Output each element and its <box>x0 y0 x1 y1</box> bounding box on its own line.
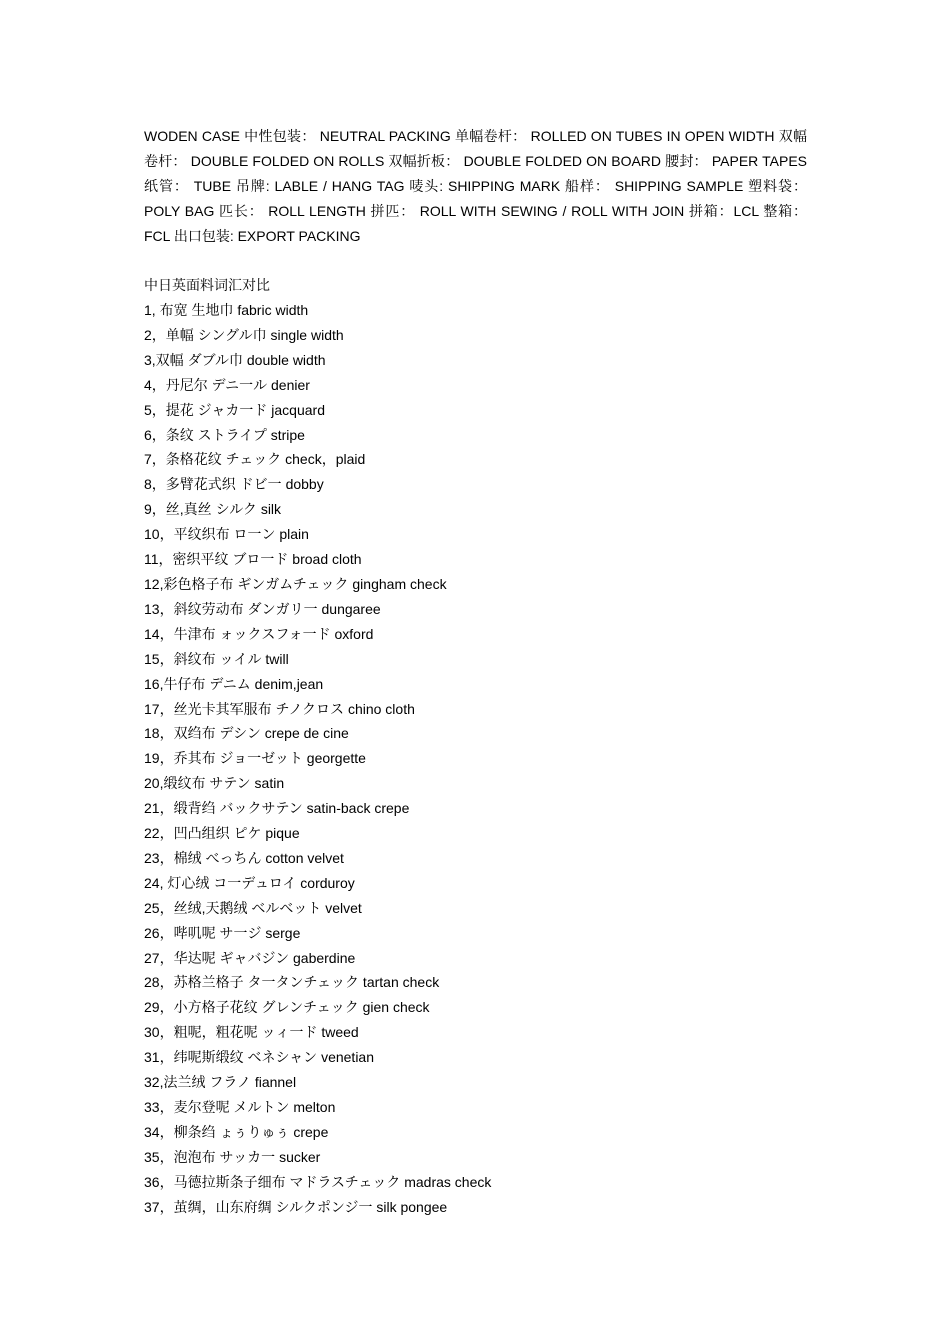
vocabulary-entry: 28，苏格兰格子 タ一タンチェック tartan check <box>144 974 440 991</box>
packing-terms-paragraph: WODEN CASE 中性包装： NEUTRAL PACKING 单幅卷杆： ROLLED ON TUBES IN OPEN WIDTH 双幅卷杆： DOUBLE FOLDED ON ROLLS 双幅折板： DOUBLE FOLDED ON BOARD 腰封： PAPER TAPES 纸管： TUBE 吊牌: LABLE / HANG TAG 唛头: SHIPPING MARK 船样： SHIPPING SAMPLE 塑料袋： POLY BAG 匹长： ROLL LENGTH 拼匹： ROLL WITH SEWING / ROLL WITH JOIN 拼箱：LCL 整箱： FCL 出口包装: EXPORT PACKING <box>144 128 807 244</box>
vocabulary-entry: 25，丝绒,天鹅绒 ベルベット velvet <box>144 899 362 916</box>
vocabulary-entry: 35，泡泡布 サッカ一 sucker <box>144 1148 321 1165</box>
vocabulary-entry: 18，双绉布 デシン crepe de cine <box>144 725 349 742</box>
vocabulary-entry: 12,彩色格子布 ギンガムチェック gingham check <box>144 575 447 592</box>
vocabulary-entry: 32,法兰绒 フラノ fiannel <box>144 1074 297 1091</box>
vocabulary-entry: 27，华达呢 ギャバジン gaberdine <box>144 949 356 966</box>
vocabulary-entry: 9，丝,真丝 シルク silk <box>144 501 282 518</box>
vocabulary-entry: 37，茧绸，山东府绸 シルクポンジ一 silk pongee <box>144 1198 448 1215</box>
vocabulary-entry: 31，纬呢斯缎纹 ベネシャン venetian <box>144 1049 375 1066</box>
vocabulary-entry: 34，柳条绉 ょぅりゅぅ crepe <box>144 1123 329 1140</box>
vocabulary-entry: 30，粗呢，粗花呢 ッィ一ド tweed <box>144 1024 359 1041</box>
vocabulary-entry: 22，凹凸组织 ピケ pique <box>144 825 300 842</box>
vocabulary-entry: 11，密织平纹 ブロ一ド broad cloth <box>144 551 362 568</box>
vocabulary-entry: 2，单幅 シングル巾 single width <box>144 326 344 343</box>
vocabulary-entry: 10，平纹织布 ロ一ン plain <box>144 526 309 543</box>
vocabulary-entry: 29，小方格子花纹 グレンチェック gien check <box>144 999 430 1016</box>
vocabulary-entry: 24, 灯心绒 コ一デュロイ corduroy <box>144 874 355 891</box>
vocabulary-entry: 33，麦尔登呢 メルトン melton <box>144 1099 336 1115</box>
vocabulary-entry: 13，斜纹劳动布 ダンガリ一 dungaree <box>144 600 381 617</box>
vocabulary-entry: 8，多臂花式织 ドビ一 dobby <box>144 476 324 493</box>
vocabulary-entry: 16,牛仔布 デニム denim,jean <box>144 675 324 692</box>
vocabulary-entry: 5，提花 ジャカ一ド jacquard <box>144 401 325 418</box>
vocabulary-entry: 4，丹尼尔 デニ一ル denier <box>144 376 310 393</box>
vocabulary-entry: 26，哔叽呢 サ一ジ serge <box>144 924 301 941</box>
vocabulary-entry: 15，斜纹布 ッイル twill <box>144 650 289 667</box>
vocabulary-entry: 6，条纹 ストライプ stripe <box>144 426 305 443</box>
vocabulary-entry: 21，缎背绉 バックサテン satin-back crepe <box>144 800 410 817</box>
vocabulary-entry: 1, 布宽 生地巾 fabric width <box>144 302 309 318</box>
vocabulary-entry: 17，丝光卡其军服布 チノクロス chino cloth <box>144 700 415 717</box>
vocabulary-entry: 36，马德拉斯条子细布 マドラスチェック madras check <box>144 1173 492 1190</box>
vocabulary-entry: 7，条格花纹 チェック check，plaid <box>144 451 366 468</box>
vocabulary-entry: 19，乔其布 ジョ一ゼット georgette <box>144 750 366 767</box>
vocabulary-entry: 20,缎纹布 サテン satin <box>144 775 285 792</box>
section-title: 中日英面料词汇对比 <box>144 277 270 293</box>
vocabulary-list <box>144 300 491 1222</box>
vocabulary-entry: 3,双幅 ダブル巾 double width <box>144 351 326 368</box>
vocabulary-entry: 23，棉绒 べっちん cotton velvet <box>144 849 344 866</box>
vocabulary-entry: 14，牛津布 ォックスフォ一ド oxford <box>144 625 374 642</box>
